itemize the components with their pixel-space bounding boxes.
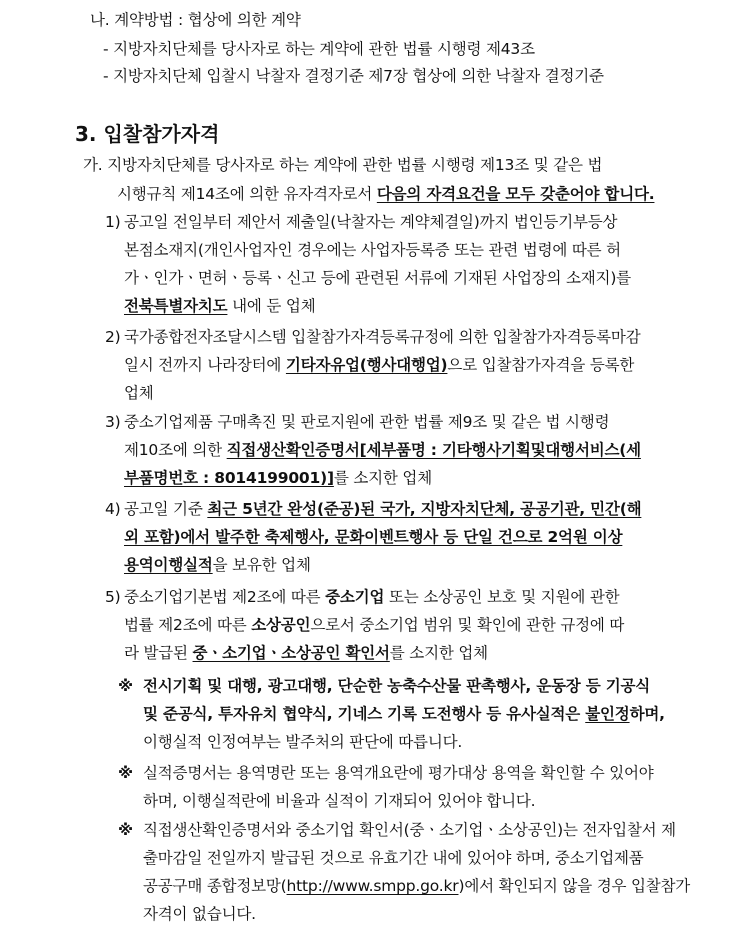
note-mark: ※ xyxy=(118,821,133,839)
list-item: - 지방자치단체를 당사자로 하는 계약에 관한 법률 시행령 제43조 xyxy=(103,40,535,58)
item4-line1 xyxy=(124,499,641,519)
sme-emphasis: 중소기업 xyxy=(325,588,385,606)
performance-emphasis: 최근 5년간 완성(준공)된 국가, 지방자치단체, 공공기관, 민간(해 xyxy=(207,500,642,518)
list-item: - 지방자치단체 입찰시 낙찰자 결정기준 제7장 협상에 의한 낙찰자 결정기준 xyxy=(103,67,604,85)
item1-line1: 공고일 전일부터 제안서 제출일(낙찰자는 계약체결일)까지 법인등기부등상 xyxy=(124,213,618,231)
smpp-link[interactable]: http://www.smpp.go.kr xyxy=(286,877,459,895)
clause-ga-line2 xyxy=(117,184,654,204)
item5-line3 xyxy=(124,643,488,663)
item2-line3: 업체 xyxy=(124,384,154,402)
item-number: 1) xyxy=(105,213,121,231)
clause-ga-text: 시행규칙 제14조에 의한 유자격자로서 xyxy=(117,185,377,203)
note3-line1: 직접생산확인증명서와 중소기업 확인서(중ㆍ소기업ㆍ소상공인)는 전자입찰서 제 xyxy=(143,821,676,839)
item1-line2: 본점소재지(개인사업자인 경우에는 사업자등록증 또는 관련 법령에 따른 허 xyxy=(124,241,621,259)
note1-line2 xyxy=(143,704,665,724)
business-type-emphasis: 기타자유업(행사대행업) xyxy=(285,356,448,374)
item3-line2 xyxy=(124,440,641,460)
note1-text: 하며, xyxy=(629,705,665,723)
note2-line2: 하며, 이행실적란에 비율과 실적이 기재되어 있어야 합니다. xyxy=(143,792,536,810)
item4-line3 xyxy=(124,555,311,575)
item-number: 5) xyxy=(105,588,121,606)
item4-line2: 외 포함)에서 발주한 축제행사, 문화이벤트행사 등 단일 건으로 2억원 이상 xyxy=(124,528,623,546)
item5-text: 또는 소상공인 보호 및 지원에 관한 xyxy=(384,588,620,606)
region-emphasis: 전북특별자치도 xyxy=(124,297,228,315)
item5-line1 xyxy=(124,587,619,607)
note1-line3: 이행실적 인정여부는 발주처의 판단에 따릅니다. xyxy=(143,733,463,751)
item1-line4 xyxy=(124,296,315,316)
performance-emphasis: 용역이행실적 xyxy=(124,556,213,574)
note3-line2: 출마감일 전일까지 발급된 것으로 유효기간 내에 있어야 하며, 중소기업제품 xyxy=(143,849,644,867)
item5-text: 라 발급된 xyxy=(124,644,193,662)
note1-text: 및 준공식, 투자유치 협약식, 기네스 기록 도전행사 등 유사실적은 xyxy=(143,705,586,723)
item-number: 2) xyxy=(105,328,121,346)
clause-ga-line1: 가. 지방자치단체를 당사자로 하는 계약에 관한 법률 시행령 제13조 및 같은 법 xyxy=(83,156,603,174)
not-recognized-emphasis: 불인정 xyxy=(585,705,630,723)
item3-text: 를 소지한 업체 xyxy=(333,469,432,487)
certificate-emphasis: 직접생산확인증명서[세부품명 : 기타행사기획및대행서비스(세 xyxy=(226,441,641,459)
small-business-emphasis: 소상공인 xyxy=(251,616,311,634)
certificate-emphasis: 부품명번호 : 8014199001)] xyxy=(124,469,334,487)
item5-text: 으로서 중소기업 범위 및 확인에 관한 규정에 따 xyxy=(310,616,625,634)
item-number: 4) xyxy=(105,500,121,518)
item5-text: 중소기업기본법 제2조에 따른 xyxy=(124,588,326,606)
item3-text: 제10조에 의한 xyxy=(124,441,227,459)
item4-text: 공고일 기준 xyxy=(124,500,208,518)
note3-text: 공공구매 종합정보망( xyxy=(143,877,287,895)
section-title: 3. 입찰참가자격 xyxy=(75,122,220,146)
item2-line1: 국가종합전자조달시스템 입찰참가자격등록규정에 의한 입찰참가자격등록마감 xyxy=(124,328,641,346)
item5-line2 xyxy=(124,615,624,635)
note2-line1: 실적증명서는 용역명란 또는 용역개요란에 평가대상 용역을 확인할 수 있어야 xyxy=(143,764,654,782)
note-mark: ※ xyxy=(118,764,133,782)
item3-line1: 중소기업제품 구매촉진 및 판로지원에 관한 법률 제9조 및 같은 법 시행령 xyxy=(124,413,610,431)
item1-line4-text: 내에 둔 업체 xyxy=(227,297,316,315)
clause-ga-emphasis: 다음의 자격요건을 모두 갖춘어야 합니다. xyxy=(376,185,655,203)
item5-text: 를 소지한 업체 xyxy=(389,644,488,662)
item5-text: 법률 제2조에 따른 xyxy=(124,616,252,634)
item1-line3: 가ㆍ인가ㆍ면허ㆍ등록ㆍ신고 등에 관련된 서류에 기재된 사업장의 소재지)를 xyxy=(124,269,631,287)
note3-line3 xyxy=(143,876,690,896)
item-number: 3) xyxy=(105,413,121,431)
sme-certificate-emphasis: 중ㆍ소기업ㆍ소상공인 확인서 xyxy=(192,644,390,662)
item2-text: 일시 전까지 나라장터에 xyxy=(124,356,286,374)
item2-line2 xyxy=(124,355,634,375)
note3-text: )에서 확인되지 않을 경우 입찰참가 xyxy=(458,877,691,895)
contract-method-line: 나. 계약방법 : 협상에 의한 계약 xyxy=(90,11,301,29)
note-mark: ※ xyxy=(118,677,133,695)
item2-text: 으로 입찰참가자격을 등록한 xyxy=(447,356,635,374)
note1-line1: 전시기획 및 대행, 광고대행, 단순한 농축수산물 판촉행사, 운동장 등 기공식 xyxy=(143,677,651,695)
item4-text: 을 보유한 업체 xyxy=(212,556,311,574)
item3-line3 xyxy=(124,468,432,488)
note3-line4: 자격이 없습니다. xyxy=(143,905,256,923)
